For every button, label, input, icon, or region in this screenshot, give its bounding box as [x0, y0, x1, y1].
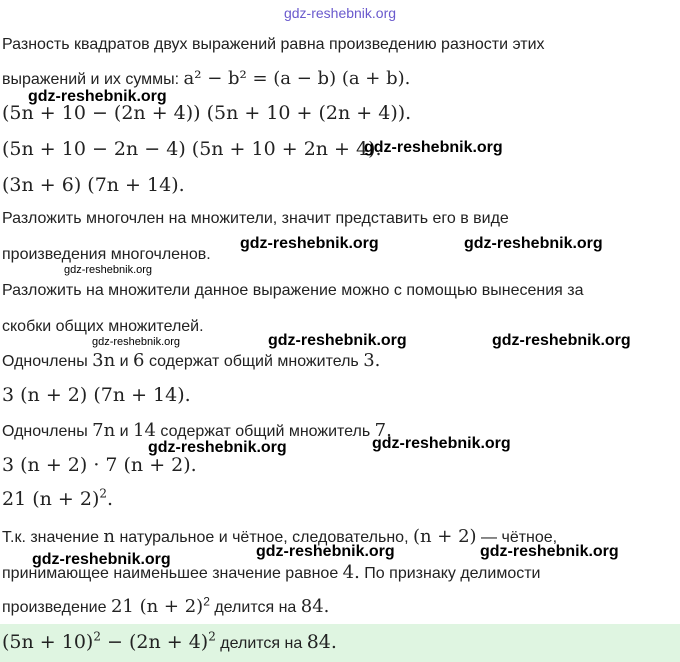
formula-line-5: (3n + 6) (7n + 14).: [2, 174, 185, 196]
math-segment: 3.: [363, 350, 381, 371]
watermark: gdz-reshebnik.org: [480, 543, 619, 560]
formula-difference-of-squares: a² − b² = (a − b) (a + b).: [183, 68, 411, 89]
exponent: 2: [93, 629, 101, 644]
text-segment: содержат общий множитель: [155, 423, 375, 440]
site-header[interactable]: gdz-reshebnik.org: [283, 5, 397, 21]
formula-line-14: [2, 488, 113, 510]
watermark: gdz-reshebnik.org: [64, 264, 153, 276]
text-segment: и: [115, 423, 134, 440]
math-segment: n: [103, 526, 115, 547]
exponent: 2: [99, 486, 108, 501]
text-segment: Т.к. значение: [2, 529, 104, 546]
math-segment: 14: [133, 420, 156, 441]
formula-line-11: 3 (n + 2) (7n + 14).: [2, 384, 191, 406]
formula-line-3: (5n + 10 − (2n + 4)) (5n + 10 + (2n + 4)).: [2, 102, 412, 124]
math-segment: (5n + 10): [2, 631, 94, 653]
text-line-8: Разложить на множители данное выражение можно с помощью вынесения за: [2, 282, 584, 299]
math-segment: 4.: [342, 562, 360, 583]
answer-line: [2, 631, 337, 655]
text-line-17: [2, 596, 329, 619]
text-segment: принимающее наименьшее значение равное: [2, 565, 343, 582]
watermark: gdz-reshebnik.org: [240, 235, 379, 252]
formula-line-13: 3 (n + 2) · 7 (n + 2).: [2, 454, 197, 476]
watermark: gdz-reshebnik.org: [464, 235, 603, 252]
watermark: gdz-reshebnik.org: [28, 88, 167, 105]
math-segment: 7n: [92, 420, 116, 441]
exponent: 2: [208, 629, 216, 644]
text-segment: натуральное и чётное, следовательно,: [115, 529, 413, 546]
math-segment: 6: [133, 350, 145, 371]
watermark: gdz-reshebnik.org: [372, 435, 511, 452]
math-segment: 21 (n + 2): [2, 488, 100, 510]
text-segment: делится на: [215, 635, 307, 652]
text-line-2-text: выражений и их суммы:: [2, 71, 184, 88]
watermark: gdz-reshebnik.org: [256, 543, 395, 560]
watermark: gdz-reshebnik.org: [364, 139, 503, 156]
watermark: gdz-reshebnik.org: [148, 439, 287, 456]
text-segment: Одночлены: [2, 353, 93, 370]
math-segment: 84.: [306, 631, 337, 653]
watermark: gdz-reshebnik.org: [32, 551, 171, 568]
text-line-1: Разность квадратов двух выражений равна произведению разности этих: [2, 36, 545, 53]
watermark: gdz-reshebnik.org: [268, 332, 407, 349]
math-segment: − (2n + 4): [100, 631, 209, 653]
text-line-6: Разложить многочлен на множители, значит представить его в виде: [2, 210, 509, 227]
watermark: gdz-reshebnik.org: [492, 332, 631, 349]
text-line-9: скобки общих множителей.: [2, 318, 204, 335]
text-line-10: [2, 350, 380, 373]
text-segment: Одночлены: [2, 423, 93, 440]
text-segment: — чётное,: [476, 529, 558, 546]
math-segment: .: [107, 488, 114, 510]
exponent: 2: [203, 594, 210, 609]
text-segment: содержат общий множитель: [144, 353, 364, 370]
text-segment: и: [115, 353, 134, 370]
formula-line-4: (5n + 10 − 2n − 4) (5n + 10 + 2n + 4).: [2, 138, 382, 160]
math-segment: 3n: [92, 350, 116, 371]
text-line-7: произведения многочленов.: [2, 246, 211, 263]
watermark: gdz-reshebnik.org: [92, 336, 181, 348]
math-segment: 84.: [300, 596, 330, 617]
math-segment: 7.: [374, 420, 392, 441]
math-segment: 21 (n + 2): [110, 596, 204, 617]
math-segment: (n + 2): [412, 526, 477, 547]
text-segment: делится на: [209, 599, 301, 616]
text-segment: произведение: [2, 599, 111, 616]
text-segment: По признаку делимости: [359, 565, 541, 582]
